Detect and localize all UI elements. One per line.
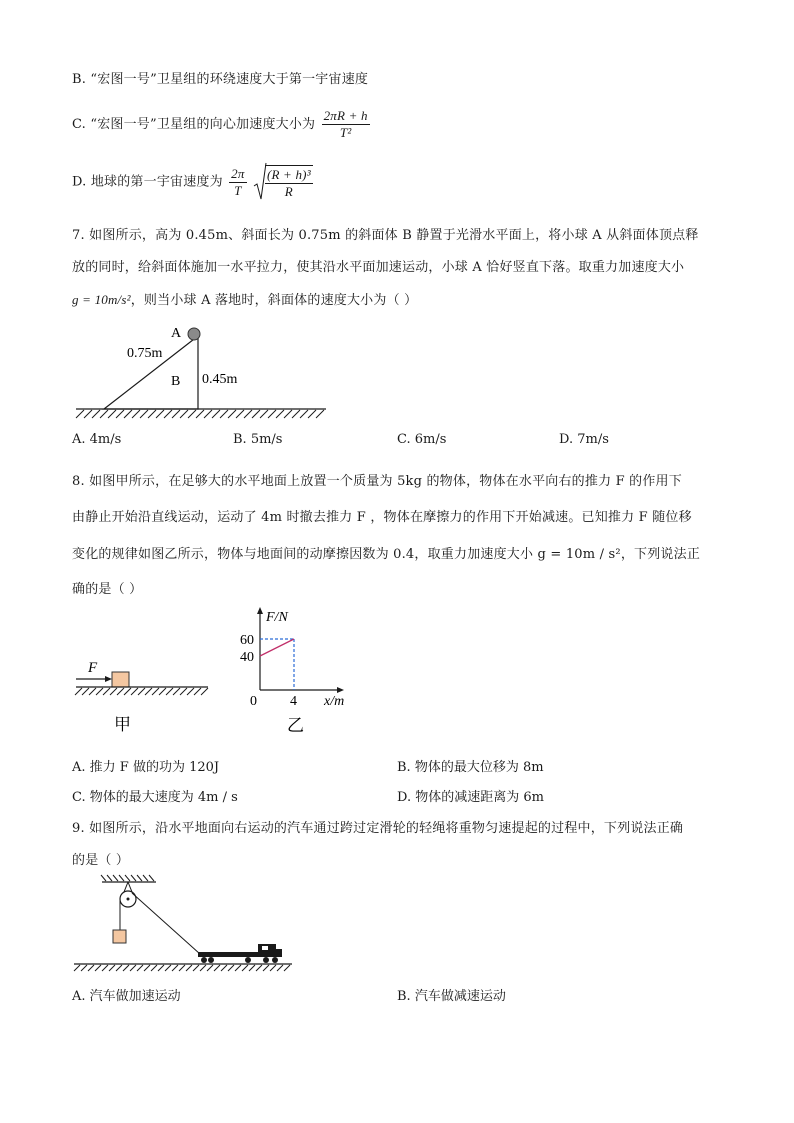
q9-option-b[interactable]: B. 汽车做减速运动 [397, 989, 506, 1004]
y-axis-arrow-icon [257, 607, 263, 614]
caption-yi: 乙 [287, 716, 304, 735]
q6-option-d [72, 162, 315, 202]
q8-option-a[interactable]: A. 推力 F 做的功为 120J [72, 760, 220, 775]
y-axis-label: F/N [266, 610, 288, 625]
sqrt-radical [253, 162, 315, 202]
fraction-denominator: R [284, 183, 293, 199]
label-force-f: F [88, 660, 98, 676]
q8-chart-yi [232, 605, 362, 737]
fraction-numerator: 2πR + h [323, 108, 368, 123]
fraction-denominator: T [234, 182, 242, 198]
q8-stem-line4: 确的是（ ） [72, 582, 143, 597]
q8-stem-line2: 由静止开始沿直线运动，运动了 4m 时撤去推力 F ，物体在摩擦力的作用下开始减速。已知推力 F 随位移 [72, 510, 692, 525]
q7-stem-line2: 放的同时，给斜面体施加一水平拉力，使其沿水平面加速运动，小球 A 恰好竖直下落。取重力加速度大小 [72, 260, 685, 275]
q8-stem-line3: 变化的规律如图乙所示，物体与地面间的动摩擦因数为 0.4，取重力加速度大小 g = 10m / s²，下列说法正 [72, 547, 701, 562]
q6-option-d-text: D. 地球的第一宇宙速度为 [72, 174, 223, 190]
q6-option-c-text: C. “宏图一号”卫星组的向心加速度大小为 [72, 117, 316, 132]
q7-gravity: g = 10m/s² [72, 292, 131, 307]
q7-stem-line1: 7. 如图所示，高为 0.45m、斜面长为 0.75m 的斜面体 B 静置于光滑水平面上，将小球 A 从斜面体顶点释 [72, 228, 699, 243]
q6-option-c [72, 108, 372, 141]
q7-incline-figure [70, 322, 332, 424]
q9-stem-line1: 9. 如图所示，沿水平地面向右运动的汽车通过跨过定滑轮的轻绳将重物匀速提起的过程中，下列说法正确 [72, 821, 684, 836]
x-tick-label: 4 [290, 694, 297, 709]
q7-stem-line3-rest: ，则当小球 A 落地时，斜面体的速度大小为（ ） [130, 293, 418, 308]
ground-hatching [74, 965, 290, 971]
block [112, 672, 129, 687]
q9-pulley-figure [70, 872, 296, 972]
q7-option-c[interactable]: C. 6m/s [397, 432, 447, 447]
q7-option-a[interactable]: A. 4m/s [72, 432, 122, 447]
x-axis-arrow-icon [337, 687, 344, 693]
ground-hatching [75, 688, 208, 695]
q9-stem-line2: 的是（ ） [72, 853, 130, 868]
label-height: 0.45m [202, 372, 238, 387]
ground-hatching [76, 410, 324, 418]
q8-option-c[interactable]: C. 物体的最大速度为 4m / s [72, 790, 238, 805]
label-ball-a: A [171, 326, 182, 341]
arrow-head-icon [105, 676, 112, 682]
ceiling-hatching [101, 875, 154, 881]
fraction-numerator: (R + h)³ [266, 166, 311, 182]
q6-option-d-coefficient [229, 166, 246, 199]
rope-slanted [132, 893, 200, 954]
q7-option-d[interactable]: D. 7m/s [559, 432, 609, 447]
label-slope-length: 0.75m [127, 346, 163, 361]
q6-option-c-fraction [322, 108, 370, 141]
weight-block [113, 930, 126, 943]
q9-option-a[interactable]: A. 汽车做加速运动 [72, 989, 181, 1004]
y-tick-label: 40 [240, 650, 254, 665]
q8-option-b[interactable]: B. 物体的最大位移为 8m [397, 760, 544, 775]
truck-icon [198, 944, 282, 963]
y-tick-label: 60 [240, 633, 254, 648]
q7-option-b[interactable]: B. 5m/s [233, 432, 283, 447]
x-tick-label: 0 [250, 694, 257, 709]
series-line [260, 639, 294, 656]
label-body-b: B [171, 374, 181, 389]
q8-option-d[interactable]: D. 物体的减速距离为 6m [397, 790, 544, 805]
fraction-numerator: 2π [231, 165, 245, 181]
caption-jia: 甲 [114, 715, 131, 734]
q6-option-d-radicand [265, 165, 313, 200]
q8-stem-line1: 8. 如图甲所示，在足够大的水平地面上放置一个质量为 5kg 的物体，物体在水平向右的推力 F 的作用下 [72, 474, 682, 489]
q8-figure-jia [72, 655, 214, 737]
fraction-denominator: T² [339, 125, 352, 140]
q7-stem-line3 [72, 289, 417, 308]
ball-a [188, 328, 200, 340]
x-axis-label: x/m [324, 694, 345, 709]
q6-option-b: B. “宏图一号”卫星组的环绕速度大于第一宇宙速度 [72, 72, 369, 87]
